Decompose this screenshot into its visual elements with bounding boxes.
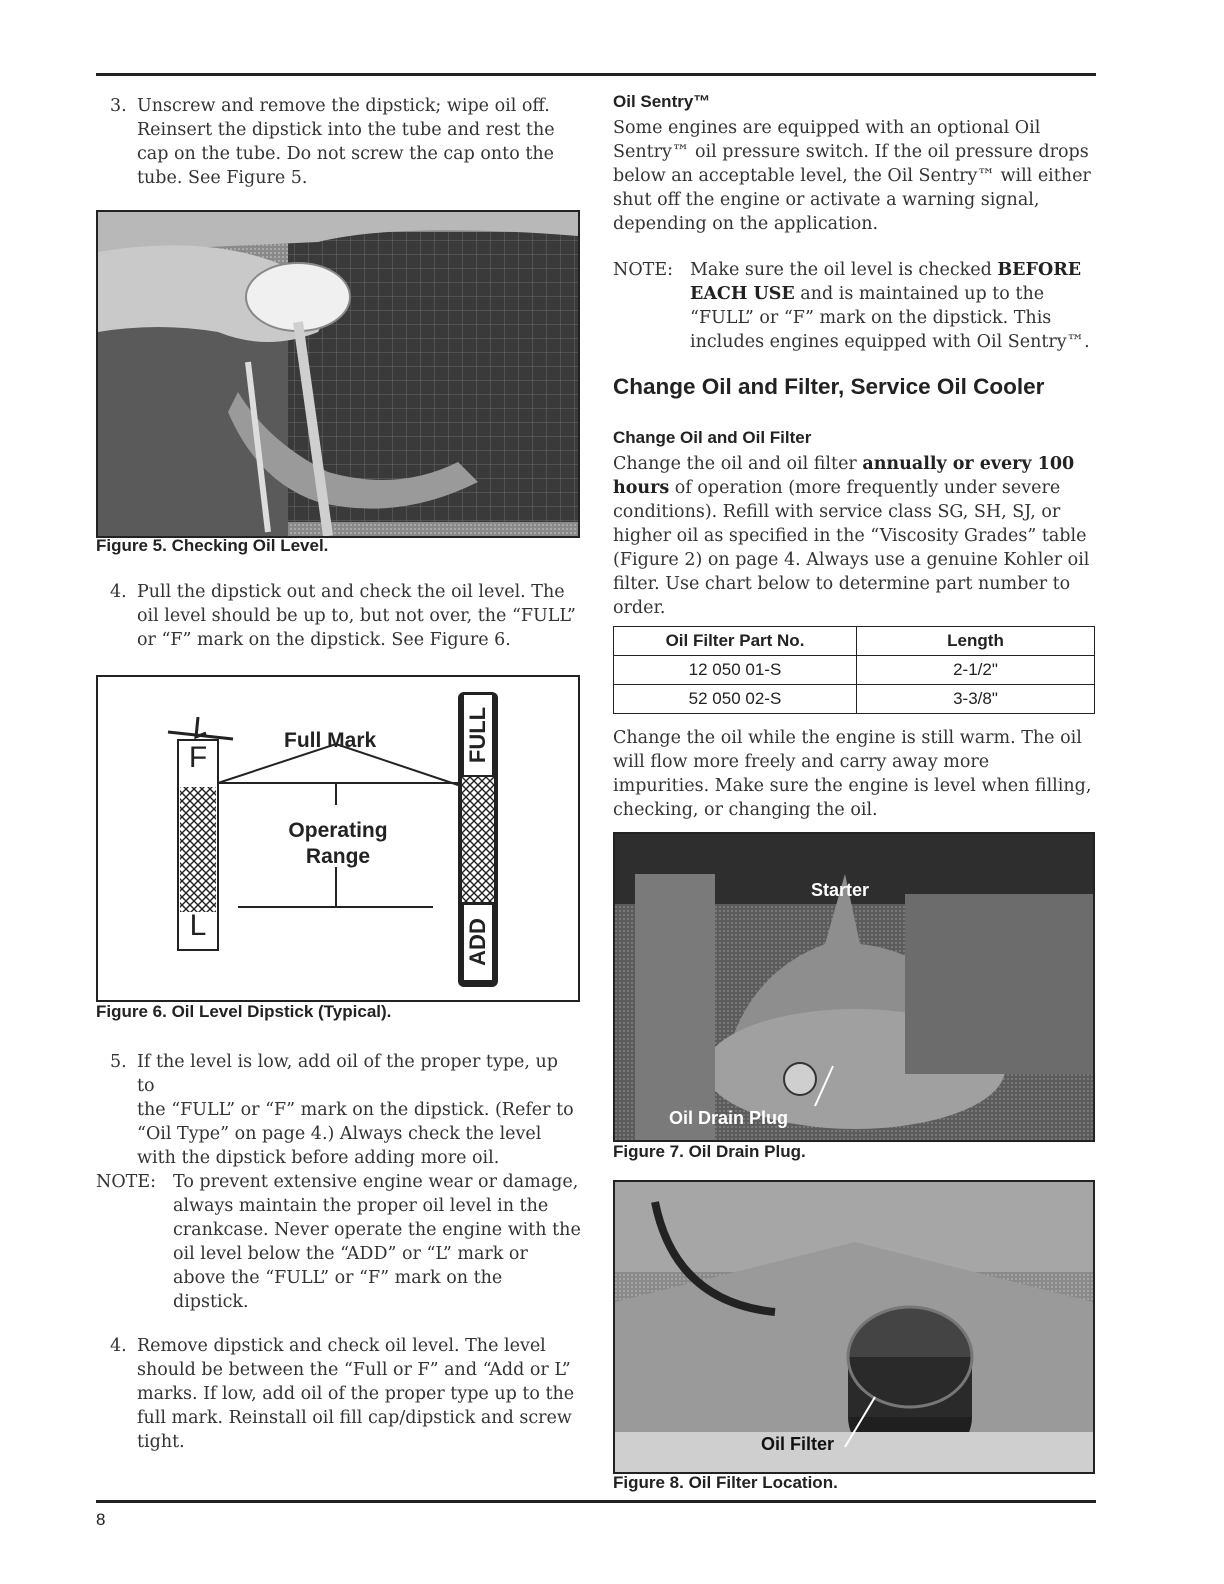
figure-6-dipstick-diagram — [96, 675, 580, 1002]
figure-5-photo — [96, 210, 580, 538]
oil-filter-label: Oil Filter — [761, 1434, 835, 1454]
operating-label: Operating — [288, 819, 388, 842]
oil-drain-plug-label: Oil Drain Plug — [669, 1108, 789, 1128]
sub-heading: Change Oil and Oil Filter — [613, 428, 812, 447]
checking-oil-level-photo — [98, 212, 578, 536]
starter-label: Starter — [811, 880, 870, 900]
table-header-row — [614, 627, 1095, 656]
table-cell: 2-1/2" — [857, 656, 1095, 685]
figure-7-caption: Figure 7. Oil Drain Plug. — [613, 1142, 806, 1161]
full-word: FULL — [465, 706, 490, 764]
range-label: Range — [305, 845, 371, 868]
l-letter: L — [189, 909, 207, 942]
figure-8-photo — [613, 1180, 1095, 1474]
section-heading: Change Oil and Filter, Service Oil Cooler — [613, 374, 1045, 399]
top-rule — [96, 73, 1096, 76]
figure-8-caption: Figure 8. Oil Filter Location. — [613, 1473, 838, 1492]
table-row — [614, 685, 1095, 714]
table-cell: 52 050 02-S — [614, 685, 857, 714]
table-row — [614, 656, 1095, 685]
table-cell: 12 050 01-S — [614, 656, 857, 685]
figure-7-photo — [613, 832, 1095, 1142]
table-header: Oil Filter Part No. — [614, 627, 857, 656]
f-letter: F — [188, 741, 208, 774]
full-mark-label: Full Mark — [284, 729, 377, 752]
oil-filter-location-photo — [615, 1182, 1093, 1472]
table-header: Length — [857, 627, 1095, 656]
figure-6-caption: Figure 6. Oil Level Dipstick (Typical). — [96, 1002, 392, 1021]
bottom-rule — [96, 1500, 1096, 1503]
add-word: ADD — [465, 918, 490, 966]
change-oil-warm-paragraph: Change the oil while the engine is still warm. The oil will flow more freely and carry away more impurities. Make sure the engine is level when filling, checking, or changing the oil. — [613, 728, 1092, 820]
change-oil-paragraph: Change the oil and oil filter annually or every 100 hours of operation (more frequently under severe conditions). Refill with service class SG, SH, SJ, or higher oil as specified in the “Viscosity Grades” table (Figure 2) on page 4. Always use a genuine Kohler oil filter. Use chart below to determine part number to order. — [613, 454, 1090, 618]
oil-filter-table — [613, 626, 1095, 714]
oil-sentry-paragraph: Some engines are equipped with an optional Oil Sentry™ oil pressure switch. If the oil pressure drops below an acceptable level, the Oil Sentry™ will either shut off the engine or activate a warning signal, depending on the application. — [613, 118, 1091, 234]
table-cell: 3-3/8" — [857, 685, 1095, 714]
figure-5-caption: Figure 5. Checking Oil Level. — [96, 536, 329, 555]
oil-sentry-heading: Oil Sentry™ — [613, 92, 711, 111]
page-number: 8 — [96, 1510, 106, 1529]
